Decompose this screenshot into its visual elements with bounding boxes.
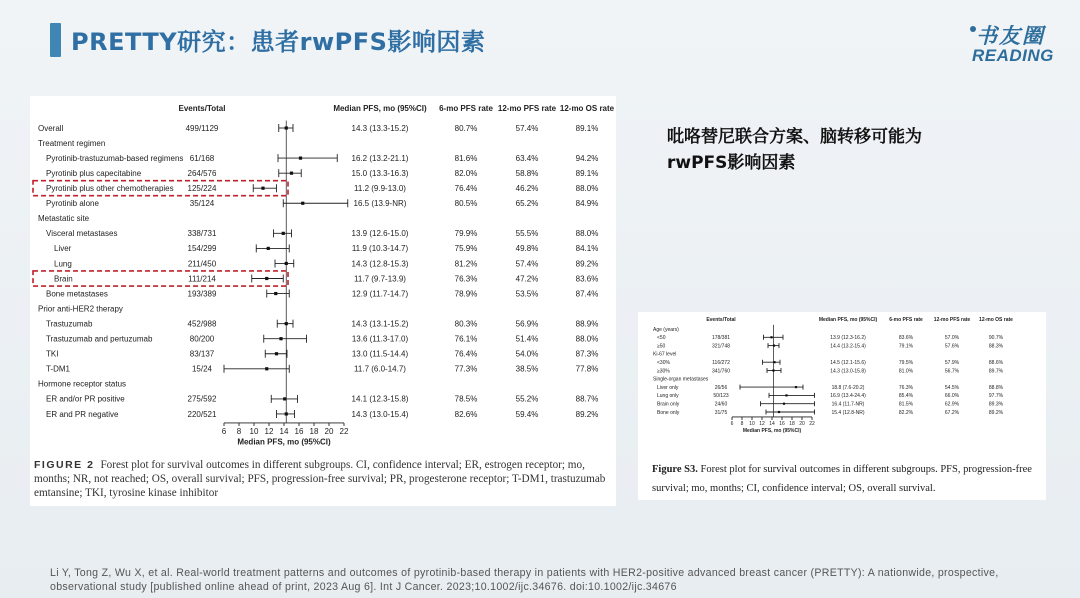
left-row-events: 83/137: [189, 349, 215, 359]
right-x-tick-label: 14: [769, 420, 775, 427]
left-row-pfs12: 53.5%: [515, 289, 539, 299]
left-row-pfs12: 58.8%: [515, 168, 539, 178]
left-row-events: 275/592: [187, 394, 217, 404]
right-x-tick-label: 8: [740, 420, 744, 427]
left-row-pfs12: 55.2%: [515, 394, 539, 404]
left-point-estimate: [267, 247, 270, 250]
figure-2-label: FIGURE 2: [34, 459, 95, 471]
right-header-median: Median PFS, mo (95%CI): [818, 317, 878, 323]
left-row-events: 220/521: [187, 409, 217, 419]
right-row-events: 178/381: [711, 335, 731, 342]
left-row-label: Pyrotinib alone: [46, 199, 99, 209]
left-row-median: 15.0 (13.3-16.3): [351, 168, 409, 178]
left-header-median: Median PFS, mo (95%CI): [333, 104, 427, 113]
left-row-events: 499/1129: [185, 123, 219, 133]
left-row-pfs6: 76.4%: [454, 349, 478, 359]
left-row-pfs6: 80.5%: [454, 199, 478, 209]
left-point-estimate: [279, 337, 282, 340]
right-row-pfs6: 79.1%: [898, 343, 914, 350]
left-row-pfs12: 57.4%: [515, 259, 539, 269]
left-point-estimate: [283, 397, 286, 400]
right-row-label: <30%: [657, 359, 670, 366]
left-x-axis-title: Median PFS, mo (95%CI): [237, 437, 331, 447]
left-point-estimate: [285, 126, 288, 129]
left-point-estimate: [285, 412, 288, 415]
left-row-pfs6: 77.3%: [454, 364, 478, 374]
right-row-label: Liver only: [657, 384, 679, 391]
left-row-pfs12: 49.8%: [515, 244, 539, 254]
right-row-events: 31/75: [714, 409, 728, 416]
left-row-median: 16.5 (13.9-NR): [353, 199, 407, 209]
left-row-label: ER and/or PR positive: [46, 394, 125, 404]
left-row-os12: 88.0%: [575, 184, 599, 193]
left-row-pfs6: 82.6%: [454, 409, 478, 419]
right-row-median: 18.8 (7.6-20.2): [831, 384, 865, 391]
figure-s3-label: Figure S3.: [652, 464, 698, 475]
left-row-pfs6: 75.9%: [454, 244, 478, 254]
forest-plot-figure-s3: [638, 312, 1046, 500]
left-row-pfs12: 38.5%: [515, 364, 539, 374]
right-row-pfs12: 67.2%: [944, 409, 960, 416]
reading-logo: [968, 20, 1078, 66]
left-x-tick-label: 14: [279, 426, 289, 436]
left-row-pfs12: 57.4%: [515, 123, 539, 133]
right-x-tick-label: 16: [779, 420, 785, 427]
right-row-events: 24/60: [714, 401, 728, 408]
left-row-label: Visceral metastases: [46, 229, 118, 239]
right-row-os12: 88.6%: [988, 359, 1004, 366]
right-row-median: 15.4 (12.8-NR): [831, 409, 865, 416]
left-row-median: 13.9 (12.6-15.0): [351, 229, 409, 239]
left-point-estimate: [265, 367, 268, 370]
right-row-pfs6: 79.5%: [898, 359, 914, 366]
left-row-median: 12.9 (11.7-14.7): [351, 289, 409, 299]
left-row-pfs12: 59.4%: [515, 409, 539, 419]
left-row-events: 125/224: [187, 184, 217, 193]
right-x-tick-label: 12: [759, 420, 765, 427]
right-row-pfs12: 57.9%: [944, 359, 960, 366]
left-point-estimate: [299, 157, 302, 160]
left-row-os12: 88.9%: [575, 319, 599, 329]
left-row-pfs12: 51.4%: [515, 334, 539, 344]
right-point-estimate: [770, 336, 772, 338]
right-row-pfs12: 56.7%: [944, 368, 960, 375]
left-row-pfs6: 80.3%: [454, 319, 478, 329]
right-row-pfs12: 54.5%: [944, 384, 960, 391]
left-point-estimate: [285, 322, 288, 325]
left-row-label: Pyrotinib-trastuzumab-based regimens: [46, 153, 184, 163]
left-row-pfs12: 46.2%: [515, 184, 539, 193]
left-row-os12: 77.8%: [575, 364, 599, 374]
left-row-label: Trastuzumab and pertuzumab: [46, 334, 153, 344]
left-row-events: 338/731: [187, 229, 217, 239]
left-x-tick-label: 16: [294, 426, 304, 436]
left-point-estimate: [290, 172, 293, 175]
conclusion-text: [667, 124, 922, 176]
right-row-median: 14.5 (12.1-15.6): [830, 359, 866, 366]
right-row-os12: 89.2%: [988, 409, 1004, 416]
left-row-median: 11.2 (9.9-13.0): [354, 184, 406, 193]
reference-citation: Li Y, Tong Z, Wu X, et al. Real-world treatment patterns and outcomes of pyrotinib-based therapy in patients with HER2-positive advanced breast cancer (PRETTY): A nationwide, prospective, observational study [published online ahead of print, 2023 Aug 6]. Int J Cancer. 2023;10.1002/ijc.34676. doi:10.1002/ijc.34676: [50, 567, 999, 593]
left-header-events: Events/Total: [178, 104, 226, 113]
left-row-label: Overall: [38, 123, 64, 133]
left-row-pfs6: 76.4%: [454, 184, 478, 193]
figure-s3-caption: [652, 460, 1037, 498]
left-row-label: Trastuzumab: [46, 319, 93, 329]
left-row-pfs12: 55.5%: [515, 229, 539, 239]
right-row-os12: 90.7%: [988, 335, 1004, 342]
left-point-estimate: [282, 232, 285, 235]
right-row-os12: 97.7%: [988, 393, 1004, 400]
left-row-events: 35/124: [189, 199, 215, 209]
left-row-events: 111/214: [188, 274, 216, 284]
right-header-pfs6: 6-mo PFS rate: [889, 317, 923, 323]
right-row-pfs6: 81.5%: [898, 401, 914, 408]
left-x-tick-label: 18: [309, 426, 319, 436]
left-header-os12: 12-mo OS rate: [559, 104, 615, 113]
left-x-tick-label: 10: [249, 426, 259, 436]
left-row-label: Bone metastases: [46, 289, 108, 299]
figure-2-caption-text: Forest plot for survival outcomes in different subgroups. CI, confidence interval; ER, estrogen receptor; mo, months; NR, not reached; OS, overall survival; PFS, progression-free survival; PR, progesterone receptor; T-DM1, trastuzumab emtansine; TKI, tyrosine kinase inhibitor: [34, 459, 606, 499]
right-point-estimate: [785, 394, 787, 396]
left-row-pfs12: 47.2%: [515, 274, 539, 284]
left-row-label: Pyrotinib plus other chemotherapies: [46, 184, 174, 193]
left-x-tick-label: 8: [236, 426, 242, 436]
right-row-events: 341/760: [711, 368, 731, 375]
left-row-os12: 94.2%: [575, 153, 599, 163]
left-row-pfs6: 78.5%: [454, 394, 478, 404]
left-row-median: 14.1 (12.3-15.8): [351, 394, 409, 404]
right-row-pfs12: 57.0%: [944, 335, 960, 342]
logo-chinese-text: 书友圈: [976, 24, 1045, 48]
left-row-os12: 87.4%: [575, 289, 599, 299]
right-x-tick-label: 10: [749, 420, 755, 427]
right-row-median: 16.4 (11.7-NR): [831, 401, 865, 408]
left-header-pfs12: 12-mo PFS rate: [497, 104, 557, 113]
left-row-label: Lung: [54, 259, 72, 269]
right-point-estimate: [783, 403, 785, 405]
right-row-label: Bone only: [657, 409, 680, 416]
left-x-tick-label: 20: [324, 426, 334, 436]
left-x-tick-label: 6: [221, 426, 227, 436]
left-point-estimate: [265, 277, 268, 280]
left-row-label: Metastatic site: [38, 214, 90, 224]
right-row-events: 116/272: [712, 359, 730, 366]
left-row-pfs12: 63.4%: [515, 153, 539, 163]
left-row-label: ER and PR negative: [46, 409, 119, 419]
right-point-estimate: [795, 386, 797, 388]
left-point-estimate: [274, 292, 277, 295]
left-row-events: 80/200: [189, 334, 215, 344]
left-row-pfs6: 82.0%: [454, 168, 478, 178]
left-row-os12: 84.9%: [575, 199, 599, 209]
right-row-pfs12: 62.9%: [944, 401, 960, 408]
left-row-median: 11.9 (10.3-14.7): [351, 244, 409, 254]
left-point-estimate: [301, 202, 304, 205]
left-x-tick-label: 22: [339, 426, 349, 436]
left-row-label: Liver: [54, 244, 72, 254]
left-row-os12: 89.1%: [575, 168, 599, 178]
left-row-pfs12: 65.2%: [515, 199, 539, 209]
figure-2-caption: [34, 458, 606, 500]
right-point-estimate: [773, 361, 775, 363]
right-header-events: Events/Total: [706, 317, 736, 323]
right-row-median: 14.3 (13.0-15.8): [830, 368, 866, 375]
left-row-os12: 83.6%: [575, 274, 599, 284]
left-row-pfs12: 56.9%: [515, 319, 539, 329]
left-point-estimate: [275, 352, 278, 355]
left-row-os12: 88.7%: [575, 394, 599, 404]
conclusion-line-2: rwPFS影响因素: [667, 153, 796, 173]
left-row-median: 13.6 (11.3-17.0): [351, 334, 409, 344]
left-row-pfs6: 79.9%: [454, 229, 478, 239]
right-header-pfs12: 12-mo PFS rate: [933, 317, 971, 323]
left-row-pfs6: 78.9%: [454, 289, 478, 299]
title-accent-bar: [50, 23, 61, 57]
left-row-pfs6: 80.7%: [454, 123, 478, 133]
left-row-label: TKI: [46, 349, 59, 359]
right-row-os12: 88.3%: [988, 343, 1004, 350]
right-header-os12: 12-mo OS rate: [979, 317, 1013, 323]
left-x-tick-label: 12: [264, 426, 274, 436]
right-row-pfs6: 76.3%: [898, 384, 914, 391]
right-row-label: Ki-67 level: [653, 351, 677, 358]
left-row-os12: 89.2%: [575, 259, 599, 269]
left-row-pfs6: 81.6%: [454, 153, 478, 163]
right-x-tick-label: 6: [730, 420, 734, 427]
forest-plot-left-svg: [30, 96, 616, 458]
conclusion-line-1: 吡咯替尼联合方案、脑转移可能为: [667, 127, 922, 147]
left-row-events: 154/299: [187, 244, 217, 254]
right-row-label: Age (years): [653, 326, 679, 333]
right-row-pfs6: 81.0%: [898, 368, 914, 375]
left-header-pfs6: 6-mo PFS rate: [439, 104, 493, 113]
right-row-label: Single-organ metastases: [653, 376, 709, 383]
right-row-label: ≥30%: [657, 368, 670, 375]
right-point-estimate: [772, 369, 774, 371]
left-row-median: 13.0 (11.5-14.4): [351, 349, 409, 359]
left-row-os12: 84.1%: [575, 244, 599, 254]
left-row-events: 61/168: [189, 153, 215, 163]
right-row-median: 13.9 (12.3-16.2): [830, 335, 866, 342]
right-row-label: ≥50: [657, 343, 666, 350]
left-row-label: Hormone receptor status: [38, 379, 127, 389]
left-row-events: 193/389: [187, 289, 217, 299]
right-x-tick-label: 22: [809, 420, 815, 427]
right-row-median: 16.9 (13.4-24.4): [830, 393, 866, 400]
left-row-median: 14.3 (12.8-15.3): [351, 259, 409, 269]
left-row-os12: 88.0%: [575, 229, 599, 239]
right-row-os12: 89.3%: [988, 401, 1004, 408]
slide-title: PRETTY研究：患者rwPFS影响因素: [71, 28, 486, 56]
right-row-label: Lung only: [657, 393, 679, 400]
right-row-os12: 89.7%: [988, 368, 1004, 375]
left-row-os12: 87.3%: [575, 349, 599, 359]
left-row-median: 11.7 (9.7-13.9): [354, 274, 406, 284]
right-x-tick-label: 20: [799, 420, 805, 427]
left-row-label: Treatment regimen: [38, 138, 106, 148]
left-row-median: 16.2 (13.2-21.1): [351, 153, 409, 163]
right-row-os12: 88.8%: [988, 384, 1004, 391]
left-row-os12: 89.1%: [575, 123, 599, 133]
left-row-pfs12: 54.0%: [515, 349, 539, 359]
left-row-os12: 88.0%: [575, 334, 599, 344]
left-row-label: Brain: [54, 274, 73, 284]
right-row-events: 321/748: [711, 343, 731, 350]
left-row-median: 11.7 (6.0-14.7): [354, 364, 406, 374]
left-point-estimate: [261, 187, 264, 190]
right-row-events: 26/56: [714, 384, 728, 391]
left-row-label: Prior anti-HER2 therapy: [38, 304, 123, 314]
right-x-axis-title: Median PFS, mo (95%CI): [742, 428, 802, 435]
right-row-pfs6: 85.4%: [898, 393, 914, 400]
logo-english-text: READING: [972, 46, 1054, 65]
right-point-estimate: [773, 345, 775, 347]
left-row-events: 452/988: [187, 319, 217, 329]
left-row-pfs6: 81.2%: [454, 259, 478, 269]
right-row-pfs6: 82.2%: [898, 409, 914, 416]
left-row-label: Pyrotinib plus capecitabine: [46, 168, 142, 178]
left-row-events: 264/576: [187, 168, 217, 178]
right-point-estimate: [778, 411, 780, 413]
left-row-median: 14.3 (13.1-15.2): [351, 319, 409, 329]
forest-plot-figure-2: [30, 96, 616, 506]
figure-s3-caption-text: Forest plot for survival outcomes in different subgroups. PFS, progression-free survival; mo, months; CI, confidence interval; OS, overall survival.: [652, 464, 1032, 494]
left-row-events: 15/24: [191, 364, 213, 374]
left-row-median: 14.3 (13.3-15.2): [351, 123, 409, 133]
left-row-events: 211/450: [187, 259, 217, 269]
slide-title-bar: [50, 22, 485, 57]
left-row-median: 14.3 (13.0-15.4): [351, 409, 409, 419]
right-x-tick-label: 18: [789, 420, 795, 427]
right-row-pfs12: 66.0%: [944, 393, 960, 400]
right-row-pfs12: 57.6%: [944, 343, 960, 350]
left-row-pfs6: 76.1%: [454, 334, 478, 344]
right-row-label: <50: [657, 335, 666, 342]
forest-plot-right-svg: [638, 312, 1046, 458]
right-row-pfs6: 83.6%: [898, 335, 914, 342]
left-point-estimate: [285, 262, 288, 265]
left-row-label: T-DM1: [46, 364, 70, 374]
left-row-pfs6: 76.3%: [454, 274, 478, 284]
right-row-label: Brain only: [657, 401, 680, 408]
right-row-events: 50/123: [713, 393, 729, 400]
right-row-median: 14.4 (13.2-15.4): [830, 343, 866, 350]
left-row-os12: 89.2%: [575, 409, 599, 419]
